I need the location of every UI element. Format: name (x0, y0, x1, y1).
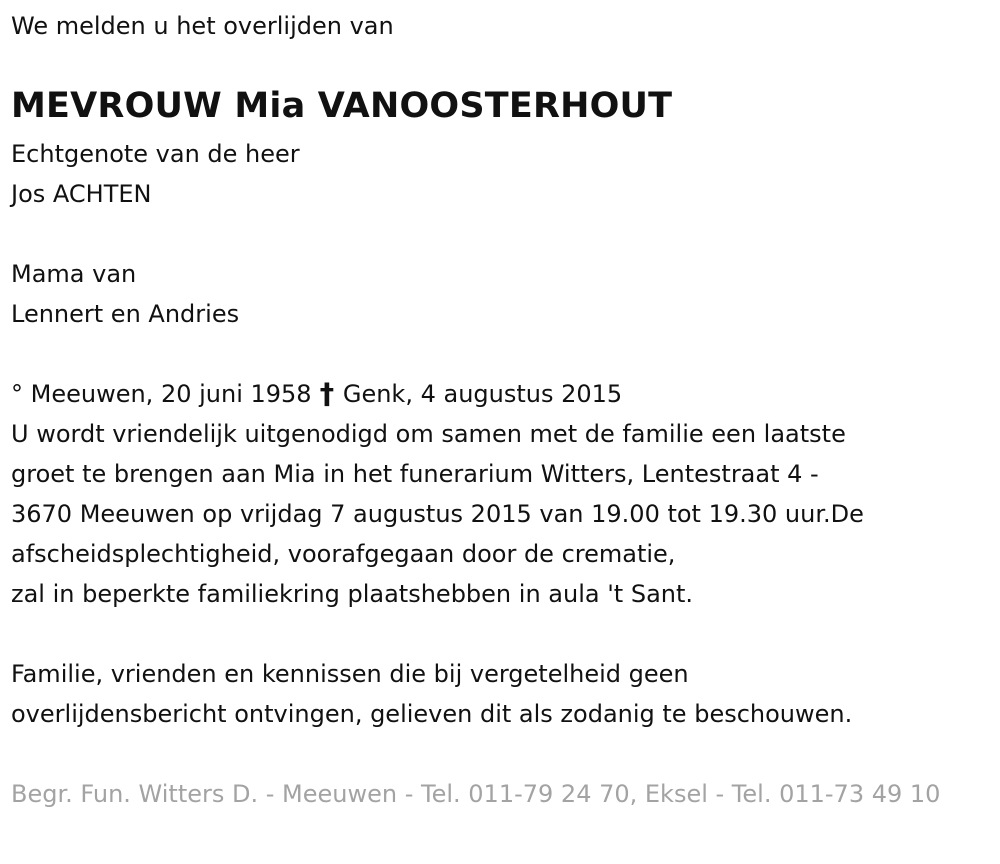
spouse-line: Echtgenote van de heer (11, 140, 300, 168)
children-block (11, 254, 239, 334)
closing-line: Familie, vrienden en kennissen die bij vergetelheid geen (11, 660, 689, 688)
invitation-line: zal in beperkte familiekring plaatshebben in aula 't Sant. (11, 580, 694, 608)
closing-block (11, 654, 852, 734)
dates-and-invitation-block (11, 374, 864, 614)
death-date: Genk, 4 augustus 2015 (342, 380, 623, 408)
funeral-director-footer: Begr. Fun. Witters D. - Meeuwen - Tel. 011-79 24 70, Eksel - Tel. 011-73 49 10 (11, 780, 941, 808)
birth-date: ° Meeuwen, 20 juni 1958 (11, 380, 312, 408)
closing-line: overlijdensbericht ontvingen, gelieven dit als zodanig te beschouwen. (11, 700, 853, 728)
spouse-line: Jos ACHTEN (11, 180, 152, 208)
deceased-name: MEVROUW Mia VANOOSTERHOUT (11, 86, 673, 126)
cross-icon: † (320, 377, 335, 411)
invitation-line: U wordt vriendelijk uitgenodigd om samen met de familie een laatste (11, 420, 846, 448)
spouse-block (11, 134, 300, 214)
invitation-line: groet te brengen aan Mia in het funerarium Witters, Lentestraat 4 - (11, 460, 819, 488)
invitation-line: 3670 Meeuwen op vrijdag 7 augustus 2015 van 19.00 tot 19.30 uur.De (11, 500, 864, 528)
children-line: Mama van (11, 260, 137, 288)
children-line: Lennert en Andries (11, 300, 240, 328)
intro-text: We melden u het overlijden van (11, 12, 394, 40)
invitation-line: afscheidsplechtigheid, voorafgegaan door de crematie, (11, 540, 676, 568)
life-dates (11, 374, 864, 414)
